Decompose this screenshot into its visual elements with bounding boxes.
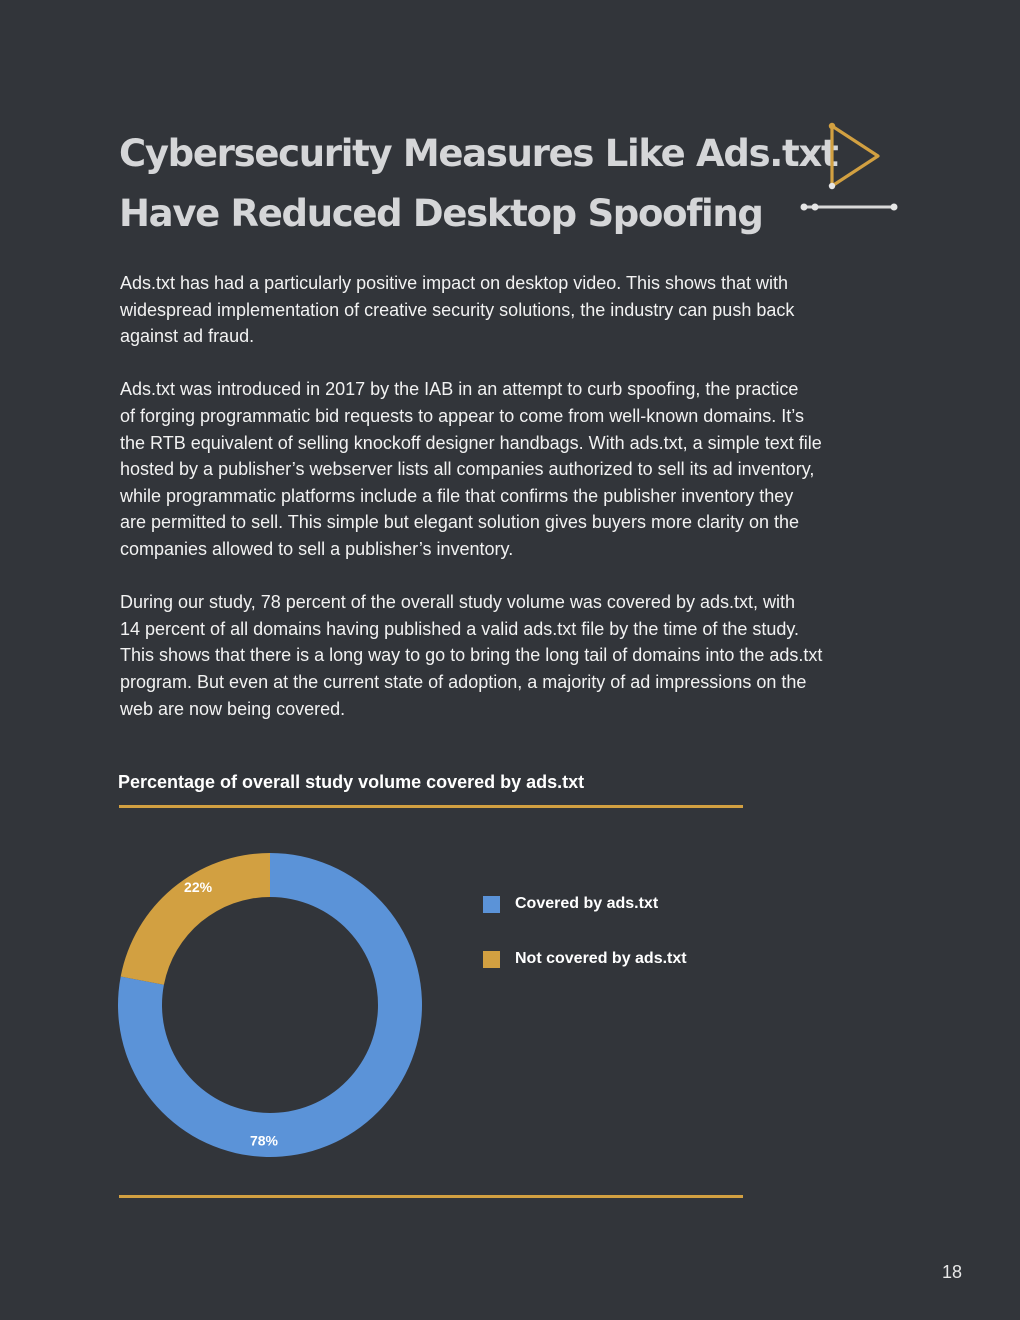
donut-chart (117, 852, 423, 1158)
paragraph-history (120, 376, 895, 562)
chart-title: Percentage of overall study volume covered by ads.txt (118, 772, 585, 792)
legend-swatch (483, 951, 500, 968)
legend-item-covered (483, 890, 687, 918)
text-line: while programmatic platforms include a file that confirms the publisher inventory they (120, 485, 794, 506)
text-line: Ads.txt has had a particularly positive impact on desktop video. This shows that with (120, 273, 789, 293)
text-line: 14 percent of all domains having published a valid ads.txt file by the time of the study. (120, 618, 800, 639)
text-line: are permitted to sell. This simple but elegant solution gives buyers more clarity on the (120, 512, 799, 533)
chart-legend (483, 890, 687, 1000)
page-title-line: Have Reduced Desktop Spoofing (119, 192, 763, 235)
legend-swatch (483, 896, 500, 913)
page-title-line: Cybersecurity Measures Like Ads.txt (119, 132, 838, 175)
data-label-covered: 78% (249, 1132, 278, 1149)
chart-top-divider (119, 805, 743, 808)
paragraph-intro (120, 270, 895, 350)
text-line: During our study, 78 percent of the overall study volume was covered by ads.txt, with (120, 592, 795, 613)
text-line: Ads.txt was introduced in 2017 by the IAB in an attempt to curb spoofing, the practice (120, 379, 799, 400)
play-triangle-icon (798, 118, 902, 218)
text-line: widespread implementation of creative security solutions, the industry can push back (120, 299, 795, 320)
text-line: companies allowed to sell a publisher’s inventory. (120, 538, 514, 559)
text-line: against ad fraud. (120, 326, 255, 347)
data-label-not-covered: 22% (184, 879, 213, 896)
legend-label: Not covered by ads.txt (515, 950, 687, 967)
slice-not-covered (121, 853, 270, 985)
chart-bottom-divider (119, 1195, 743, 1198)
text-line: of forging programmatic bid requests to appear to come from well-known domains. It’s (120, 405, 804, 426)
text-line: web are now being covered. (120, 698, 346, 719)
text-line: the RTB equivalent of selling knockoff designer handbags. With ads.txt, a simple text file (120, 432, 822, 453)
text-line: This shows that there is a long way to go to bring the long tail of domains into the ads.txt (120, 645, 823, 666)
text-line: program. But even at the current state of adoption, a majority of ad impressions on the (120, 671, 807, 692)
text-line: hosted by a publisher’s webserver lists all companies authorized to sell its ad inventory, (120, 459, 815, 480)
legend-label: Covered by ads.txt (515, 895, 659, 912)
body-text (120, 270, 895, 749)
page-number: 18 (941, 1262, 963, 1282)
paragraph-study (120, 589, 895, 722)
legend-item-not-covered (483, 945, 687, 973)
page-title (119, 124, 838, 244)
